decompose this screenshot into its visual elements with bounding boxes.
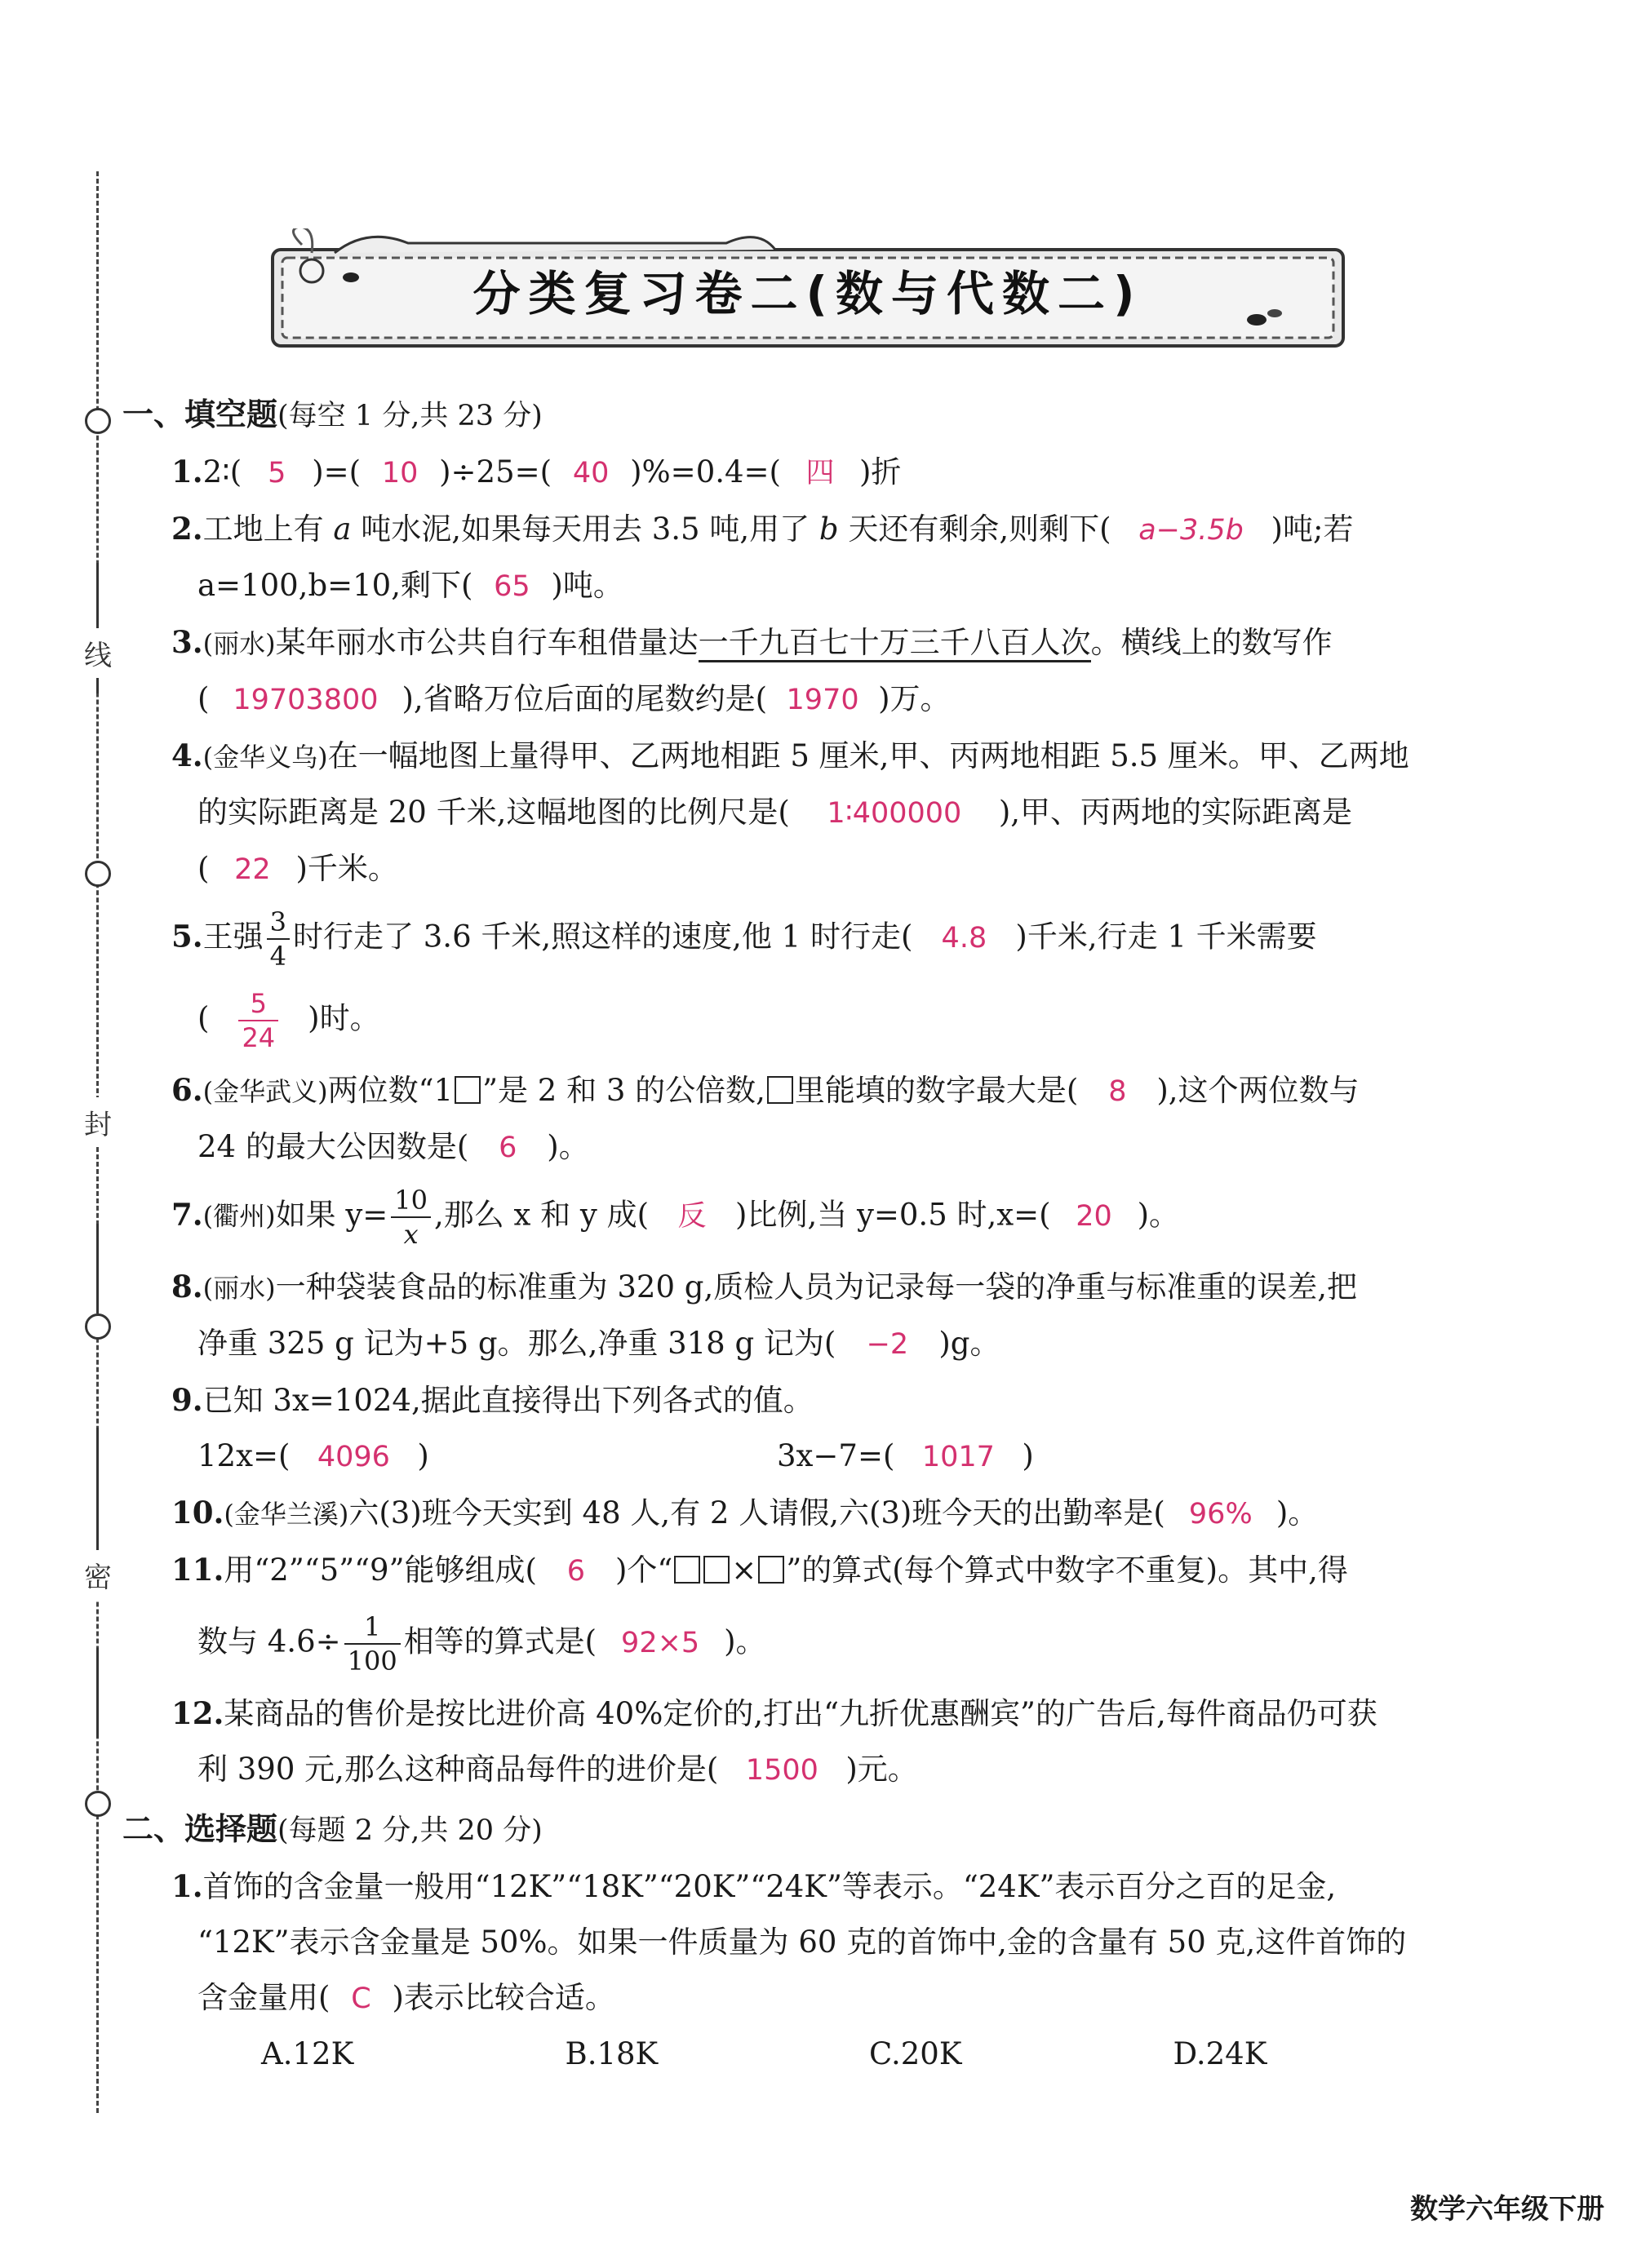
binding-bar xyxy=(96,1648,110,1738)
answer-fraction: $\frac{5}{24}$ xyxy=(238,987,278,1054)
binding-bar xyxy=(96,1224,110,1313)
binding-char-mid: 封 xyxy=(82,1097,114,1147)
question-number: 4. xyxy=(171,738,203,773)
question-11: 11.用“2”“5”“9”能够组成( 6 )个“ × ”的算式(每个算式中数字不重复)。其中,得 数与 4.6÷ $\frac{1}{100}$ 相等的算式是( 92×5 )。 xyxy=(122,1542,1477,1677)
question-8: 8.(丽水)一种袋装食品的标准重为 320 g,质检人员为记录每一袋的净重与标准重的误差,把 净重 325 g 记为+5 g。那么,净重 318 g 记为( −2 )g。 xyxy=(122,1259,1477,1372)
answer: 20 xyxy=(1076,1199,1112,1233)
question-4: 4.(金华义乌)在一幅地图上量得甲、乙两地相距 5 厘米,甲、丙两地相距 5.5 厘米。甲、乙两地 的实际距离是 20 千米,这幅地图的比例尺是( 1∶400000 ),甲、丙两地的实际距离是 ( 22 )千米。 xyxy=(122,728,1477,897)
question-3: 3.(丽水)某年丽水市公共自行车租借量达一千九百七十万三千八百人次。横线上的数写作 ( 19703800 ),省略万位后面的尾数约是( 1970 )万。 xyxy=(122,614,1477,728)
binding-bar xyxy=(96,1428,110,1558)
question-number: 5. xyxy=(171,918,203,955)
answer: a−3.5b xyxy=(1138,514,1244,547)
page-title: 分类复习卷二(数与代数二) xyxy=(472,266,1143,321)
binding-ring-icon xyxy=(85,1791,111,1817)
answer: 4.8 xyxy=(941,921,987,955)
question-1: 1.2∶( 5 )=( 10 )÷25=( 40 )%=0.4=( 四 )折 xyxy=(122,444,1477,501)
binding-ring-icon xyxy=(85,861,111,887)
options-row xyxy=(171,2027,1477,2082)
answer: 8 xyxy=(1108,1075,1127,1108)
answer: 1017 xyxy=(921,1441,995,1473)
option-d: D.24K xyxy=(1173,2036,1267,2071)
blank-box-icon xyxy=(758,1556,784,1584)
blank-box-icon xyxy=(703,1556,730,1584)
question-6: 6.(金华武义)两位数“1 ”是 2 和 3 的公倍数, 里能填的数字最大是( 8 ),这个两位数与 24 的最大公因数是( 6 )。 xyxy=(122,1062,1477,1176)
question-number: 7. xyxy=(171,1196,203,1233)
answer: 19703800 xyxy=(233,684,379,716)
blank-box-icon xyxy=(455,1076,481,1104)
answer: 4096 xyxy=(317,1441,390,1473)
question-number: 2. xyxy=(171,511,203,547)
answer: 96% xyxy=(1188,1498,1253,1530)
answer: 92×5 xyxy=(621,1626,700,1659)
answer: 22 xyxy=(234,853,271,886)
question-number: 9. xyxy=(171,1382,203,1418)
question-number: 3. xyxy=(171,624,203,660)
binding-char-top: 线 xyxy=(82,628,114,678)
fraction: $\frac{3}{4}$ xyxy=(267,906,290,972)
option-b: B.18K xyxy=(565,2036,659,2071)
question-number: 8. xyxy=(171,1269,203,1305)
blank-box-icon xyxy=(767,1076,793,1104)
question-7: 7.(衢州)如果 y= $\frac{10}{x}$ ,那么 x 和 y 成( 反 )比例,当 y=0.5 时,x=( 20 )。 xyxy=(171,1185,1179,1250)
answer: 40 xyxy=(572,457,610,489)
answer: 1970 xyxy=(786,684,859,716)
option-c: C.20K xyxy=(869,2036,962,2071)
question-number: 6. xyxy=(171,1072,203,1108)
answer: 10 xyxy=(381,457,419,489)
answer: 四 xyxy=(805,457,835,489)
title-banner xyxy=(269,228,1346,351)
choice-question-1: 1.首饰的含金量一般用“12K”“18K”“20K”“24K”等表示。“24K”表示百分之百的足金, “12K”表示含金量是 50%。如果一件质量为 60 克的首饰中,金的含量有 50 克,这件首饰的 含金量用( C )表示比较合适。 A.12K B.18K C.20K D.24K xyxy=(122,1858,1477,2082)
answer: 1∶400000 xyxy=(827,797,962,830)
question-10: 10.(金华兰溪)六(3)班今天实到 48 人,有 2 人请假,六(3)班今天的出勤率是( 96% )。 xyxy=(122,1485,1477,1542)
answer: 反 xyxy=(677,1199,707,1233)
footer-label: 数学六年级下册 xyxy=(1410,2193,1604,2226)
question-number: 11. xyxy=(171,1552,224,1588)
binding-ring-icon xyxy=(85,408,111,434)
answer: C xyxy=(351,1982,371,2015)
question-2: 2.工地上有 a 吨水泥,如果每天用去 3.5 吨,用了 b 天还有剩余,则剩下( a−3.5b )吨;若 a=100,b=10,剩下( 65 )吨。 xyxy=(122,501,1477,614)
question-number: 12. xyxy=(171,1695,224,1731)
question-12: 12.某商品的售价是按比进价高 40%定价的,打出“九折优惠酬宾”的广告后,每件商品仍可获 利 390 元,那么这种商品每件的进价是( 1500 )元。 xyxy=(122,1685,1477,1798)
blank-box-icon xyxy=(674,1556,700,1584)
fraction: $\frac{10}{x}$ xyxy=(391,1184,431,1251)
binding-ring-icon xyxy=(85,1313,111,1340)
question-number: 1. xyxy=(171,1868,203,1904)
section-heading: 二、选择题(每题 2 分,共 20 分) xyxy=(122,1811,543,1847)
answer: 6 xyxy=(499,1132,517,1164)
worksheet-content xyxy=(122,383,1477,2082)
option-a: A.12K xyxy=(261,2036,354,2071)
binding-char-bottom: 密 xyxy=(82,1550,114,1600)
question-9: 9.已知 3x=1024,据此直接得出下列各式的值。 12x=( 4096 ) 3x−7=( 1017 ) xyxy=(122,1372,1477,1485)
question-number: 10. xyxy=(171,1495,224,1530)
question-number: 1. xyxy=(171,454,203,489)
answer: −2 xyxy=(866,1328,909,1361)
answer: 5 xyxy=(268,457,286,489)
question-5: 5.王强 $\frac{3}{4}$ 时行走了 3.6 千米,照这样的速度,他 1 时行走( 4.8 )千米,行走 1 千米需要 ( $\frac{5}{24}$ )时。 xyxy=(171,906,1317,1053)
underlined-text: 一千九百七十万三千八百人次 xyxy=(699,625,1091,662)
answer: 1500 xyxy=(745,1754,818,1787)
section-heading: 一、填空题(每空 1 分,共 23 分) xyxy=(122,396,543,432)
fraction: $\frac{1}{100}$ xyxy=(344,1610,401,1677)
answer: 65 xyxy=(494,570,530,603)
answer: 6 xyxy=(566,1555,586,1588)
